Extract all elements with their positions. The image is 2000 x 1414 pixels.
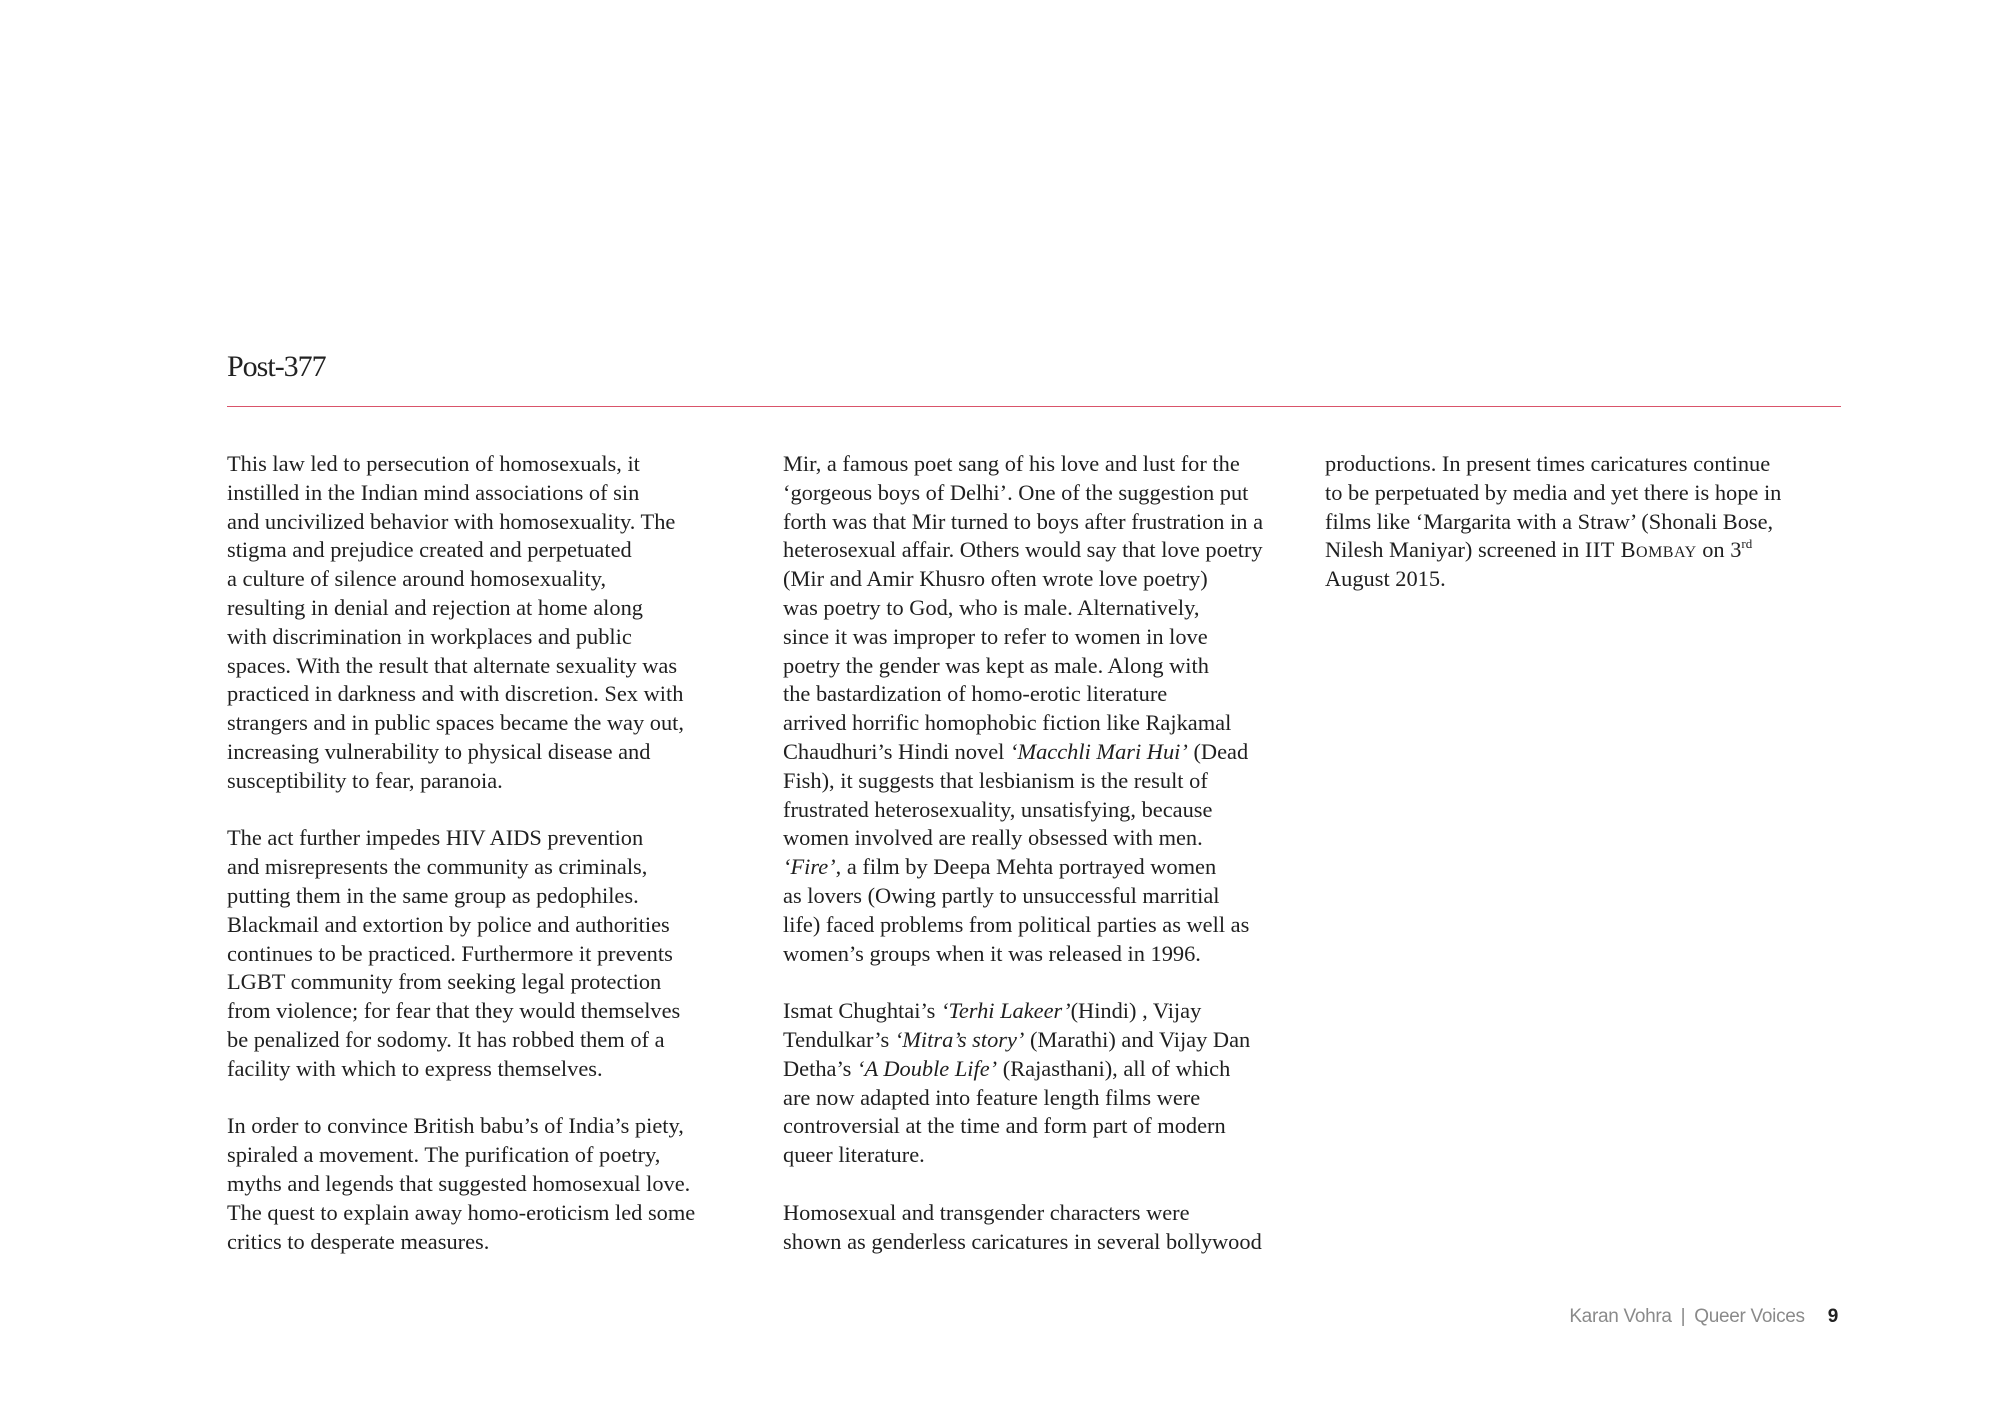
text-line: August 2015.: [1325, 566, 1446, 592]
text-line: [783, 1055, 1303, 1084]
work-title: ‘A Double Life’: [857, 1055, 998, 1081]
text-column-1: [227, 450, 747, 1285]
text-line: continues to be practiced. Furthermore it prevents: [227, 940, 673, 966]
text-line: productions. In present times caricatures continue: [1325, 451, 1771, 476]
text-line: Fish), it suggests that lesbianism is the result of: [783, 767, 1208, 793]
text-line: LGBT community from seeking legal protection: [227, 969, 662, 995]
text-run: Chaudhuri’s Hindi novel: [783, 738, 1010, 764]
text-line: spaces. With the result that alternate sexuality was: [227, 652, 678, 678]
text-line: increasing vulnerability to physical disease and: [227, 738, 651, 764]
text-line: [783, 1026, 1303, 1055]
text-line: frustrated heterosexuality, unsatisfying, because: [783, 796, 1213, 822]
text-line: [783, 853, 1303, 882]
text-line: instilled in the Indian mind associations of sin: [227, 479, 640, 505]
text-line: the bastardization of homo-erotic literature: [783, 681, 1168, 707]
text-line: Homosexual and transgender characters were: [783, 1199, 1190, 1225]
text-line: practiced in darkness and with discretion. Sex with: [227, 681, 684, 707]
text-line: Blackmail and extortion by police and authorities: [227, 911, 670, 937]
text-run: , a film by Deepa Mehta portrayed women: [835, 854, 1217, 880]
text-run: (Dead: [1187, 738, 1249, 764]
work-title: ‘Mitra’s story’: [894, 1026, 1025, 1052]
text-line: resulting in denial and rejection at home along: [227, 594, 643, 620]
footer-separator: |: [1680, 1306, 1686, 1327]
text-run: on 3: [1696, 537, 1742, 563]
page-number: 9: [1827, 1306, 1838, 1327]
text-line: The act further impedes HIV AIDS prevention: [227, 825, 644, 851]
text-line: since it was improper to refer to women in love: [783, 623, 1208, 649]
footer-publication: Queer Voices: [1694, 1306, 1805, 1327]
paragraph-british-babu: [227, 1112, 747, 1256]
text-run: (Rajasthani), all of which: [997, 1055, 1231, 1081]
text-line: a culture of silence around homosexuality,: [227, 566, 607, 592]
paragraph-productions: [1325, 450, 1845, 594]
text-line: queer literature.: [783, 1142, 925, 1168]
footer-author: Karan Vohra: [1569, 1306, 1672, 1327]
paragraph-mir-poet: [783, 450, 1303, 968]
text-line: (Mir and Amir Khusro often wrote love poetry): [783, 566, 1208, 592]
text-line: heterosexual affair. Others would say that love poetry: [783, 537, 1263, 563]
text-line: controversial at the time and form part of modern: [783, 1113, 1226, 1139]
text-run: Tendulkar’s: [783, 1026, 895, 1052]
text-line: Mir, a famous poet sang of his love and lust for the: [783, 451, 1240, 476]
text-line: forth was that Mir turned to boys after frustration in a: [783, 508, 1264, 534]
novel-title: ‘Macchli Mari Hui’: [1010, 738, 1188, 764]
text-line: [783, 738, 1303, 767]
work-title: ‘Terhi Lakeer’: [940, 998, 1071, 1024]
text-line: women’s groups when it was released in 1996.: [783, 940, 1201, 966]
text-line: with discrimination in workplaces and public: [227, 623, 632, 649]
ordinal-suffix: rd: [1741, 536, 1753, 552]
paragraph-bollywood-caricatures: [783, 1199, 1303, 1257]
text-column-3: [1325, 450, 1845, 623]
section-title: Post-377: [227, 350, 326, 383]
text-line: susceptibility to fear, paranoia.: [227, 767, 503, 793]
text-line: This law led to persecution of homosexuals, it: [227, 451, 640, 476]
institution-abbrev: IIT: [1584, 537, 1615, 563]
institution-city: Bombay: [1620, 537, 1697, 563]
text-line: arrived horrific homophobic fiction like Rajkamal: [783, 710, 1232, 736]
text-line: myths and legends that suggested homosexual love.: [227, 1170, 691, 1196]
text-line: [1325, 536, 1845, 565]
paragraph-ismat-chughtai: [783, 997, 1303, 1170]
text-line: In order to convince British babu’s of India’s piety,: [227, 1113, 684, 1139]
text-line: stigma and prejudice created and perpetuated: [227, 537, 632, 563]
text-run: (Marathi) and Vijay Dan: [1024, 1026, 1251, 1052]
text-line: from violence; for fear that they would themselves: [227, 998, 681, 1024]
text-line: to be perpetuated by media and yet there is hope in: [1325, 479, 1782, 505]
text-line: [783, 997, 1303, 1026]
text-run: Nilesh Maniyar) screened in: [1325, 537, 1585, 563]
text-line: putting them in the same group as pedophiles.: [227, 882, 639, 908]
text-line: The quest to explain away homo-eroticism led some: [227, 1199, 696, 1225]
text-line: and uncivilized behavior with homosexuality. The: [227, 508, 676, 534]
text-line: films like ‘Margarita with a Straw’ (Shonali Bose,: [1325, 508, 1774, 534]
text-run: (Hindi) , Vijay: [1070, 998, 1202, 1024]
text-line: ‘gorgeous boys of Delhi’. One of the suggestion put: [783, 479, 1249, 505]
text-line: critics to desperate measures.: [227, 1228, 490, 1254]
text-line: spiraled a movement. The purification of poetry,: [227, 1142, 661, 1168]
text-line: life) faced problems from political parties as well as: [783, 911, 1250, 937]
text-line: as lovers (Owing partly to unsuccessful marritial: [783, 882, 1220, 908]
paragraph-hiv-aids: [227, 824, 747, 1083]
text-line: are now adapted into feature length films were: [783, 1084, 1201, 1110]
text-line: facility with which to express themselves.: [227, 1055, 603, 1081]
section-divider: [227, 406, 1841, 407]
text-line: strangers and in public spaces became the way out,: [227, 710, 684, 736]
text-line: and misrepresents the community as criminals,: [227, 854, 648, 880]
text-column-2: [783, 450, 1303, 1285]
text-run: Ismat Chughtai’s: [783, 998, 941, 1024]
film-title: ‘Fire’: [783, 854, 836, 880]
paragraph-persecution: [227, 450, 747, 796]
text-line: poetry the gender was kept as male. Along with: [783, 652, 1209, 678]
text-line: be penalized for sodomy. It has robbed them of a: [227, 1026, 665, 1052]
text-line: shown as genderless caricatures in several bollywood: [783, 1228, 1262, 1254]
text-run: Detha’s: [783, 1055, 857, 1081]
text-line: women involved are really obsessed with men.: [783, 825, 1203, 851]
page-footer: [1569, 1306, 1838, 1328]
text-line: was poetry to God, who is male. Alternatively,: [783, 594, 1200, 620]
